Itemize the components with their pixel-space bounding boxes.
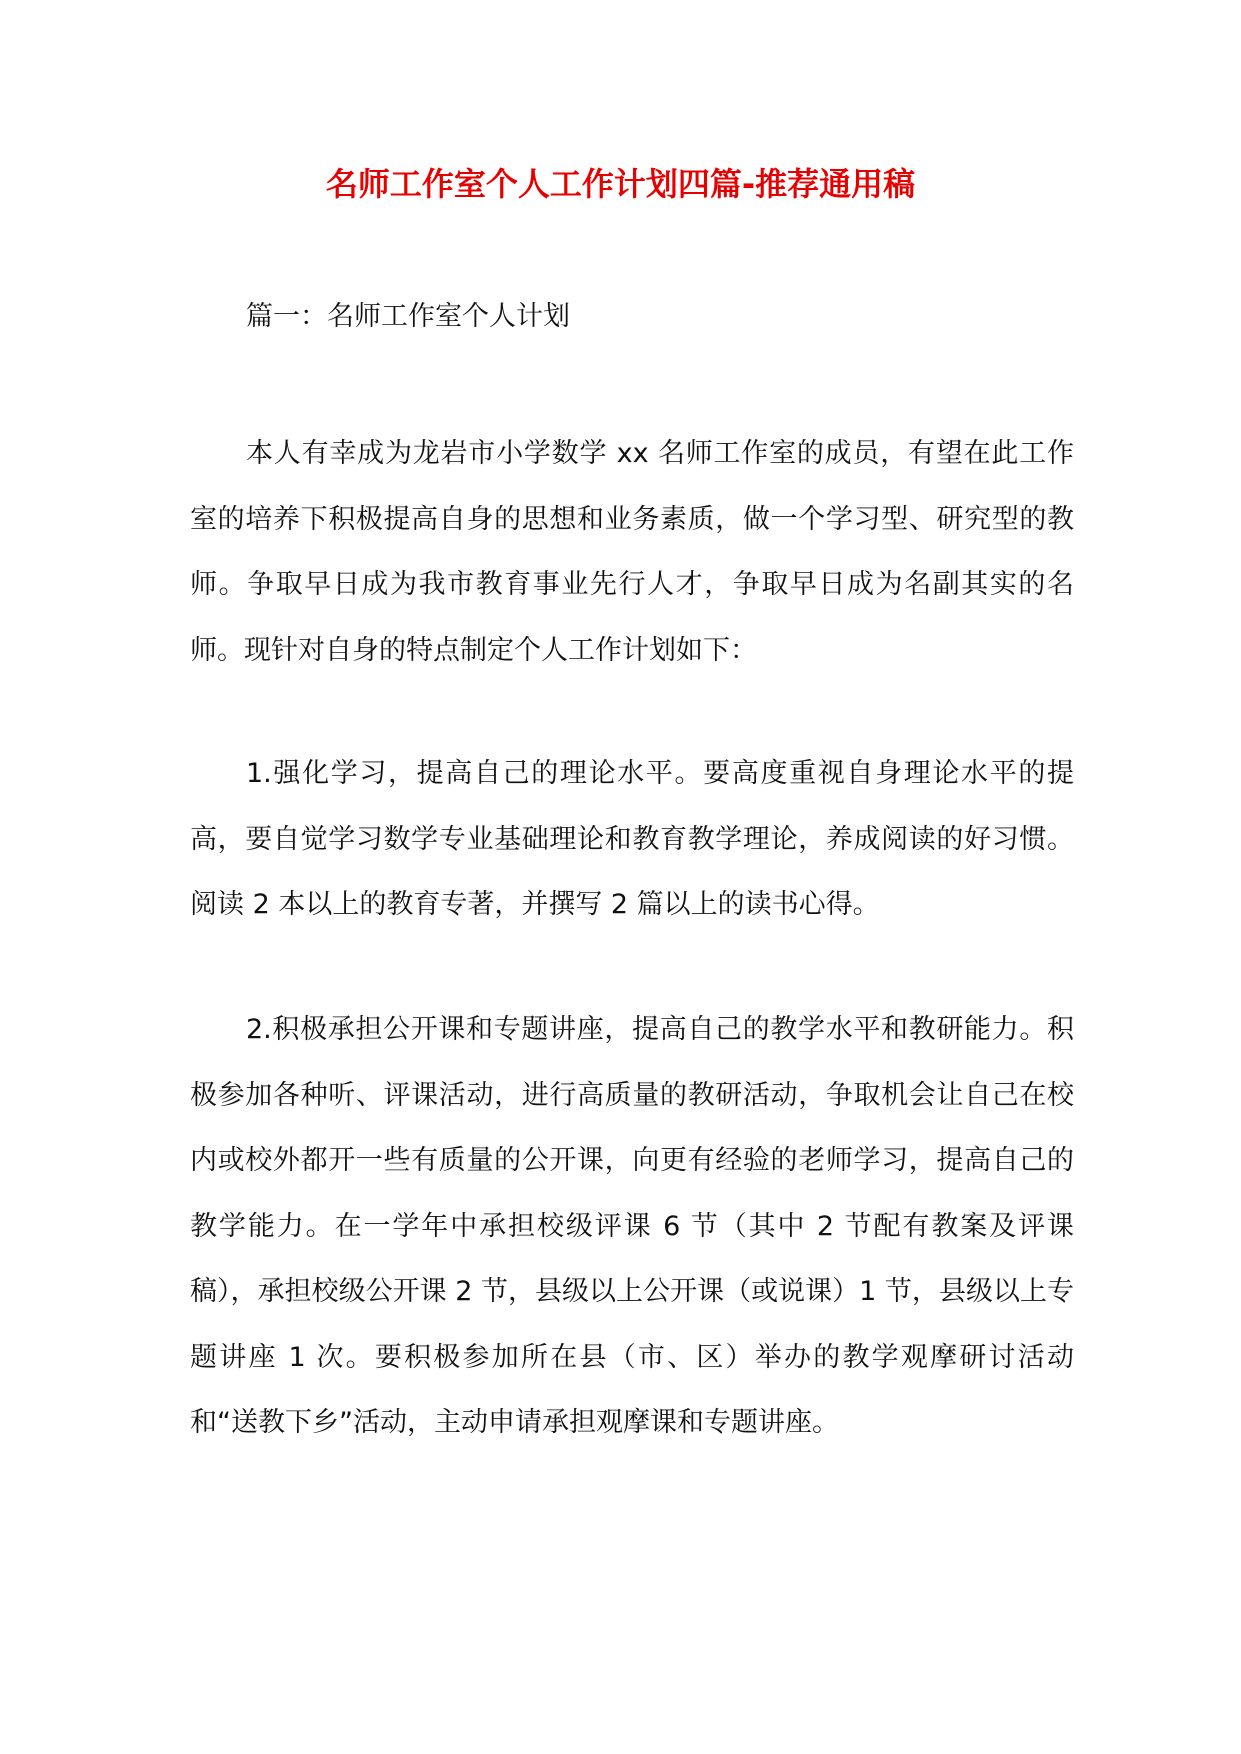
section-heading: 篇一：名师工作室个人计划 — [246, 301, 570, 332]
paragraph-item-1: 1.强化学习，提高自己的理论水平。要高度重视自身理论水平的提高，要自觉学习数学专业基础理论和教育教学理论，养成阅读的好习惯。阅读 2 本以上的教育专著，并撰写 2 篇以上的读书心得。 — [190, 758, 1074, 920]
document-title: 名师工作室个人工作计划四篇-推荐通用稿 — [325, 165, 916, 203]
paragraph-intro: 本人有幸成为龙岩市小学数学 xx 名师工作室的成员，有望在此工作室的培养下积极提高自身的思想和业务素质，做一个学习型、研究型的教师。争取早日成为我市教育事业先行人才，争取早日成为名副其实的名师。现针对自身的特点制定个人工作计划如下： — [190, 438, 1074, 666]
paragraph-item-2: 2.积极承担公开课和专题讲座，提高自己的教学水平和教研能力。积极参加各种听、评课活动，进行高质量的教研活动，争取机会让自己在校内或校外都开一些有质量的公开课，向更有经验的老师学习，提高自己的教学能力。在一学年中承担校级评课 6 节（其中 2 节配有教案及评课稿），承担校级公开课 2 节，县级以上公开课（或说课）1 节，县级以上专题讲座 1 次。要积极参加所在县（市、区）举办的教学观摩研讨活动和“送教下乡”活动，主动申请承担观摩课和专题讲座。 — [190, 1014, 1074, 1438]
